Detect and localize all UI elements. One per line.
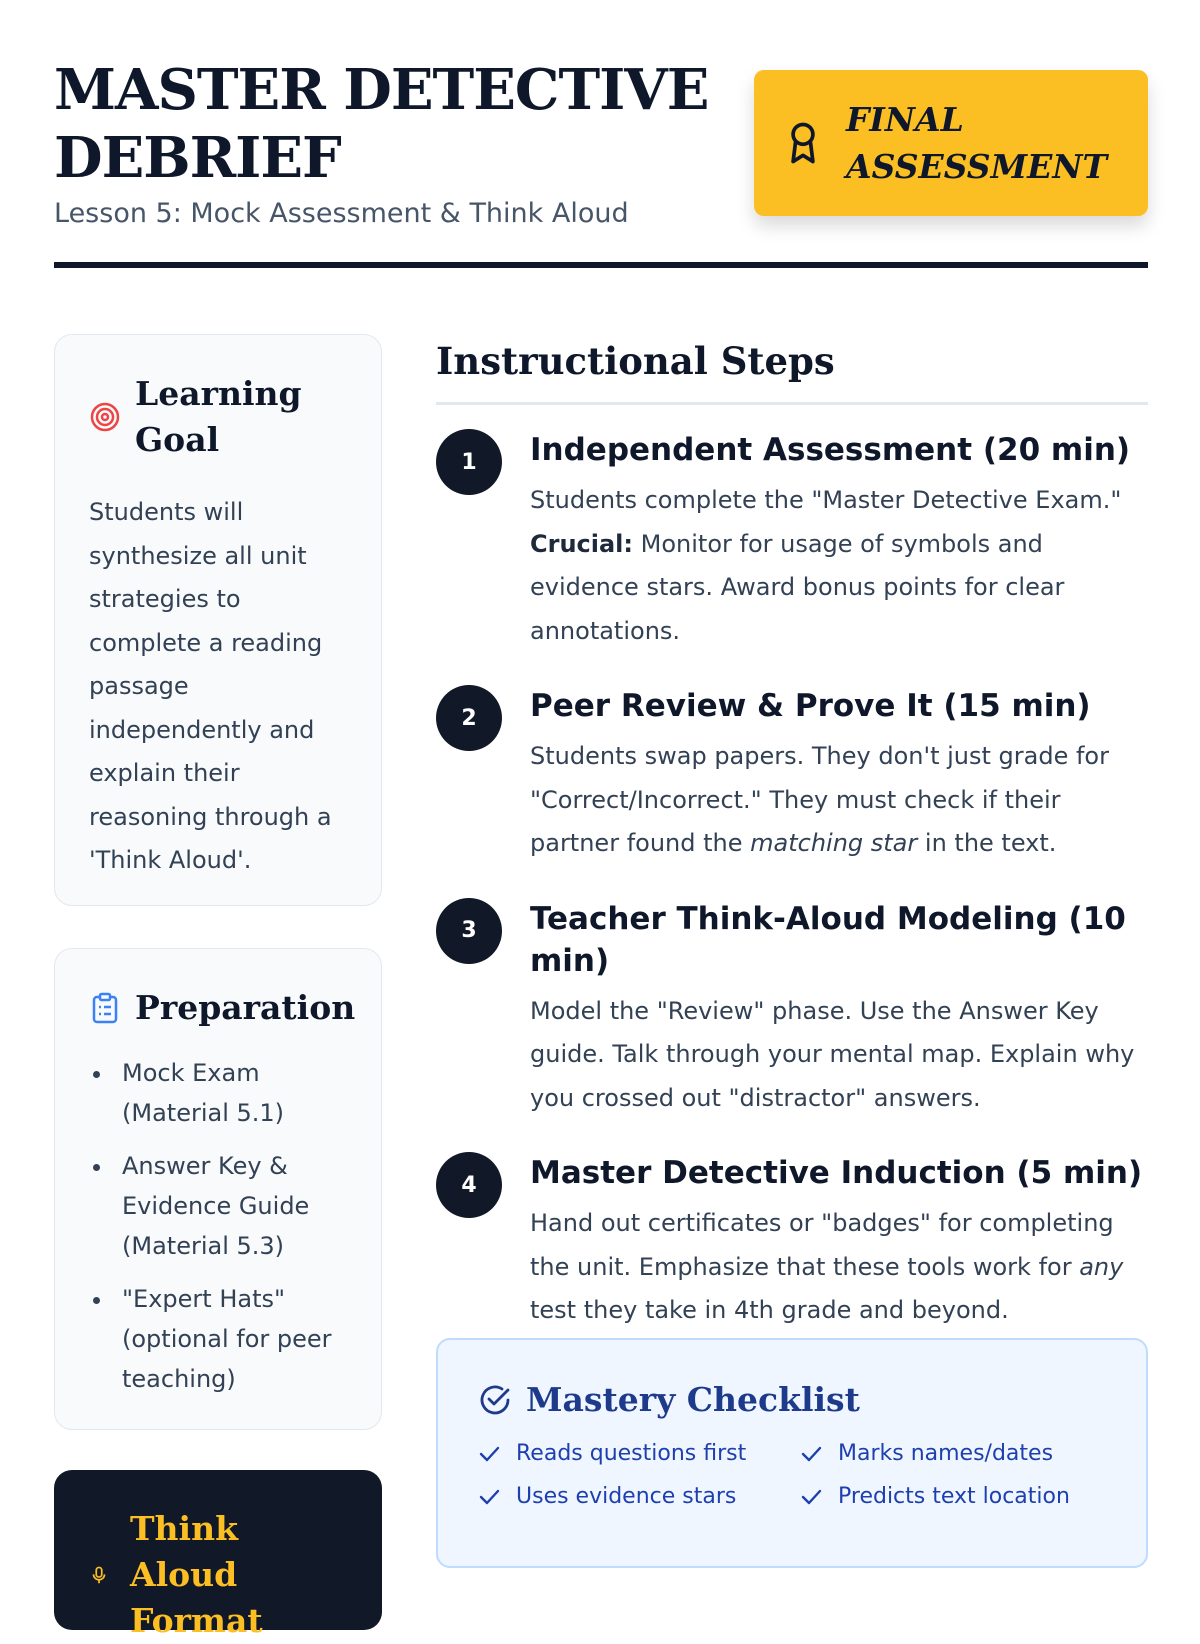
learning-goal-title: Learning Goal: [135, 374, 302, 459]
instructional-steps-section: [436, 334, 1148, 1371]
think-aloud-card: [54, 1470, 382, 1640]
learning-goal-card: [54, 334, 382, 906]
preparation-title: Preparation: [135, 988, 356, 1027]
section-title: Instructional Steps: [436, 334, 1148, 405]
target-icon: [89, 401, 121, 433]
checklist-item: Uses evidence stars: [478, 1484, 800, 1509]
step-1: [436, 429, 1148, 653]
step-title: Independent Assessment (20 min): [530, 432, 1131, 468]
step-title: Peer Review & Prove It (15 min): [530, 688, 1091, 724]
header-divider: [54, 262, 1148, 268]
microphone-icon: [88, 1564, 110, 1586]
step-4: [436, 1152, 1148, 1333]
clipboard-list-icon: [89, 992, 121, 1024]
step-description: Model the "Review" phase. Use the Answer Key guide. Talk through your mental map. Explain why you crossed out "distractor" answers.: [530, 996, 1135, 1112]
checklist-item: Reads questions first: [478, 1441, 800, 1466]
check-icon: [800, 1443, 822, 1465]
step-2: [436, 685, 1148, 866]
mastery-checklist-card: [436, 1338, 1148, 1568]
check-icon: [478, 1486, 500, 1508]
checklist-item: Predicts text location: [800, 1484, 1122, 1509]
check-icon: [478, 1443, 500, 1465]
step-3: [436, 898, 1148, 1121]
award-icon: [788, 122, 818, 164]
checklist-item: Marks names/dates: [800, 1441, 1122, 1466]
page-subtitle: Lesson 5: Mock Assessment & Think Aloud: [54, 198, 629, 229]
step-number: 3: [436, 898, 502, 964]
preparation-card: [54, 948, 382, 1430]
check-circle-icon: [478, 1383, 512, 1417]
step-description: Students swap papers. They don't just grade for "Correct/Incorrect." They must check if their partner found the matching star in the text.: [530, 742, 1109, 857]
learning-goal-text: Students will synthesize all unit strategies to complete a reading passage independently and explain their reasoning through a 'Think Aloud'.: [89, 498, 332, 874]
check-icon: [800, 1486, 822, 1508]
list-item: Mock Exam (Material 5.1): [89, 1053, 347, 1133]
step-title: Teacher Think-Aloud Modeling (10 min): [530, 900, 1126, 979]
badge-label: FINAL ASSESSMENT: [846, 100, 1108, 186]
think-aloud-title: Think Aloud Format: [130, 1509, 263, 1640]
list-item: "Expert Hats" (optional for peer teaching): [89, 1279, 347, 1399]
page-header: [54, 56, 1148, 268]
step-description: Hand out certificates or "badges" for completing the unit. Emphasize that these tools work for any test they take in 4th grade and beyond.: [530, 1209, 1124, 1324]
page-title: MASTER DETECTIVE DEBRIEF: [54, 57, 709, 191]
step-number: 4: [436, 1152, 502, 1218]
step-title: Master Detective Induction (5 min): [530, 1155, 1143, 1191]
final-assessment-badge: [754, 70, 1148, 216]
step-number: 1: [436, 429, 502, 495]
preparation-list: [89, 1053, 347, 1399]
list-item: Answer Key & Evidence Guide (Material 5.3): [89, 1146, 347, 1266]
step-number: 2: [436, 685, 502, 751]
step-description: Students complete the "Master Detective Exam." Crucial: Monitor for usage of symbols and evidence stars. Award bonus points for clear annotations.: [530, 486, 1122, 645]
checklist-title: Mastery Checklist: [526, 1380, 860, 1419]
